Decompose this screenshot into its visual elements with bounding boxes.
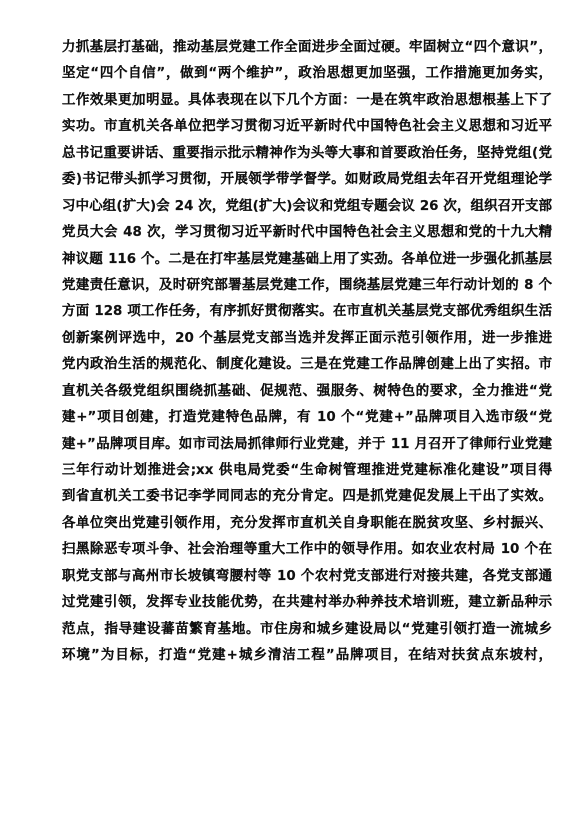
text-line: 总书记重要讲话、重要指示批示精神作为头等大事和首要政治任务，坚持党组(党 [62, 145, 552, 161]
text-line: 直机关各级党组织围绕抓基础、促规范、强服务、树特色的要求，全力推进“党 [62, 383, 552, 399]
text-line: 职党支部与高州市长坡镇弯腰村等 10 个农村党支部进行对接共建，各党支部通 [62, 568, 552, 584]
text-line: 神议题 116 个。二是在打牢基层党建基础上用了实劲。各单位进一步强化抓基层 [62, 251, 552, 267]
text-line: 委)书记带头抓学习贯彻，开展领学带学督学。如财政局党组去年召开党组理论学 [62, 172, 552, 188]
text-line: 建+”项目创建，打造党建特色品牌，有 10 个“党建+”品牌项目入选市级“党 [62, 410, 552, 426]
text-line: 扫黑除恶专项斗争、社会治理等重大工作中的领导作用。如农业农村局 10 个在 [62, 542, 552, 558]
body-paragraph [62, 35, 552, 670]
text-line: 环境”为目标，打造“党建+城乡清洁工程”品牌项目，在结对扶贫点东坡村， [62, 648, 552, 664]
text-line: 力抓基层打基础，推动基层党建工作全面进步全面过硬。牢固树立“四个意识”， [62, 40, 552, 55]
text-line: 工作效果更加明显。具体表现在以下几个方面：一是在筑牢政治思想根基上下了 [62, 92, 552, 108]
text-line: 创新案例评选中，20 个基层党支部当选并发挥正面示范引领作用，进一步推进 [62, 330, 552, 346]
text-line: 范点，指导建设蕃苗繁育基地。市住房和城乡建设局以“党建引领打造一流城乡 [62, 621, 552, 637]
text-line: 过党建引领，发挥专业技能优势，在共建村举办种养技术培训班，建立新品种示 [62, 595, 552, 611]
text-line: 党建责任意识，及时研究部署基层党建工作，围绕基层党建三年行动计划的 8 个 [62, 277, 552, 293]
text-line: 党内政治生活的规范化、制度化建设。三是在党建工作品牌创建上出了实招。市 [62, 357, 552, 373]
text-line: 建+”品牌项目库。如市司法局抓律师行业党建，并于 11 月召开了律师行业党建 [62, 436, 552, 452]
text-line: 实功。市直机关各单位把学习贯彻习近平新时代中国特色社会主义思想和习近平 [62, 119, 552, 135]
text-line: 到省直机关工委书记李学同同志的充分肯定。四是抓党建促发展上干出了实效。 [62, 489, 552, 505]
text-line: 习中心组(扩大)会 24 次，党组(扩大)会议和党组专题会议 26 次，组织召开支部 [62, 198, 552, 214]
text-line: 坚定“四个自信”，做到“两个维护”，政治思想更加坚强，工作措施更加务实， [62, 66, 552, 82]
text-line: 党员大会 48 次，学习贯彻习近平新时代中国特色社会主义思想和党的十九大精 [62, 225, 552, 241]
text-line: 各单位突出党建引领作用，充分发挥市直机关自身职能在脱贫攻坚、乡村振兴、 [62, 515, 552, 531]
text-line: 方面 128 项工作任务，有序抓好贯彻落实。在市直机关基层党支部优秀组织生活 [62, 304, 552, 320]
text-line: 三年行动计划推进会;xx 供电局党委“生命树管理推进党建标准化建设”项目得 [62, 463, 552, 478]
